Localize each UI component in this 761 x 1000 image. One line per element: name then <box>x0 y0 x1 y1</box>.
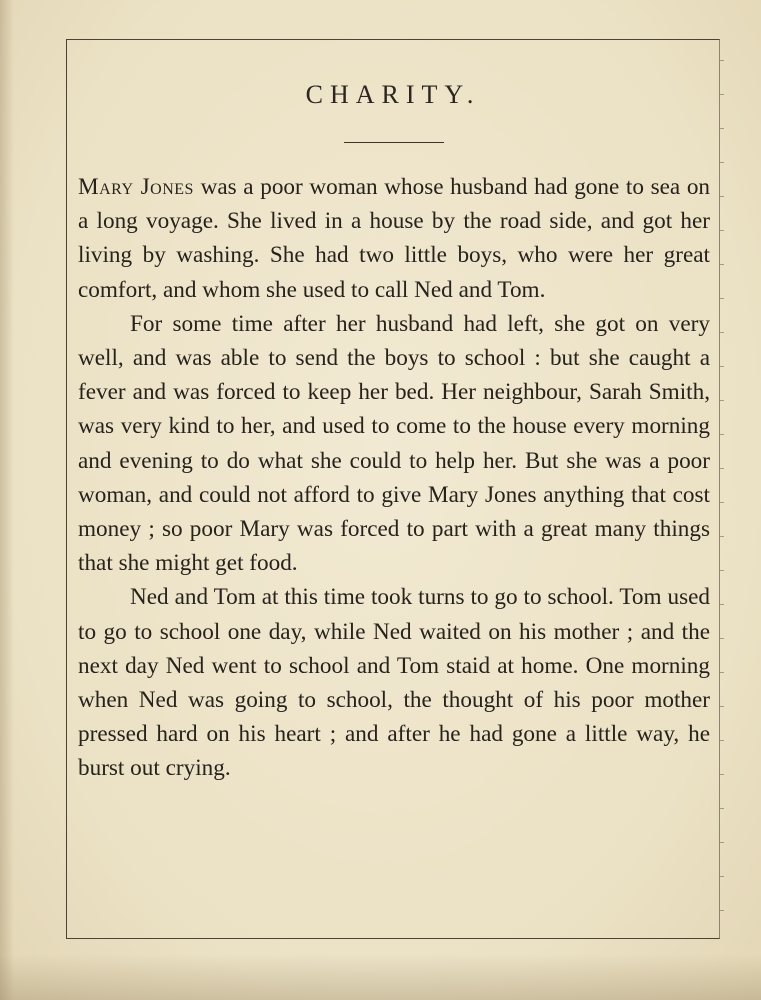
page-bottom-shadow <box>0 954 761 1000</box>
paragraph-1 <box>78 170 710 307</box>
title-divider <box>344 142 444 143</box>
lead-name: Mary Jones <box>78 174 194 200</box>
paragraph-1-text: was a poor woman whose husband had gone to sea on a long voyage. She lived in a house by the road side, and got her living by washing. She had two little boys, who were her great comfort, and whom she used to call Ned and Tom. <box>78 174 711 303</box>
page-gutter-shadow <box>0 0 14 1000</box>
story-text <box>78 170 710 786</box>
paragraph-3: Ned and Tom at this time took turns to go to school. Tom used to go to school one day, while Ned waited on his mother ; and the next day Ned went to school and Tom staid at home. One morning when Ned was going to school, the thought of his poor mother pressed hard on his heart ; and after he had gone a little way, he burst out crying. <box>78 584 710 782</box>
page-edge-marks <box>720 60 724 920</box>
paragraph-2: For some time after her husband had left, she got on very well, and was able to send the boys to school : but she caught a fever and was forced to keep her bed. Her neighbour, Sarah Smith, was very kind to her, and used to come to the house every morning and evening to do what she could to help her. But she was a poor woman, and could not afford to give Mary Jones anything that cost money ; so poor Mary was forced to part with a great many things that she might get food. <box>78 310 710 577</box>
page-title: CHARITY. <box>305 80 481 109</box>
